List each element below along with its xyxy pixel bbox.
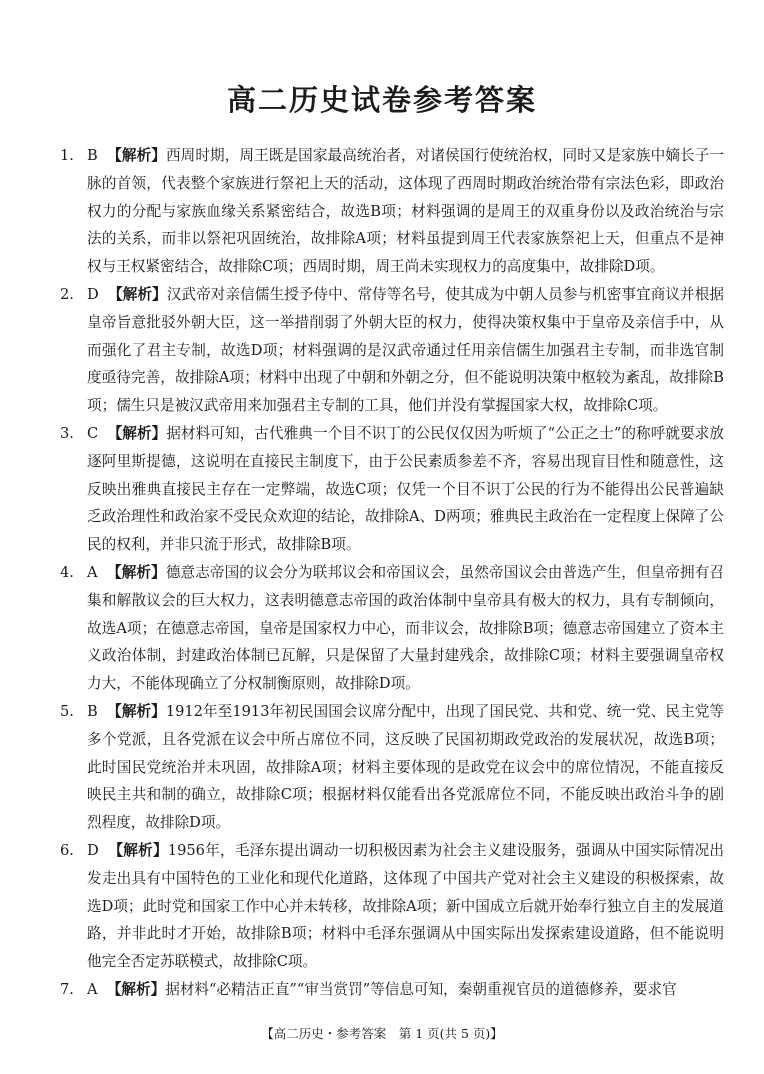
item-number: 3. — [60, 424, 74, 442]
page-footer: 【高二历史・参考答案 第 1 页(共 5 页)】 — [261, 1026, 503, 1041]
analysis-label: 【解析】 — [107, 702, 166, 720]
analysis-text: 汉武帝对亲信儒生授予侍中、常侍等名号，使其成为中朝人员参与机密事宜商议并根据皇帝旨意批驳外朝大臣，这一举措削弱了外朝大臣的权力，使得决策权集中于皇帝及亲信手中，从而强化了君主专制，故选D项；材料强调的是汉武帝通过任用亲信儒生加强君主专制，而非选官制度亟待完善，故排除A项；材料中出现了中朝和外朝之分，但不能说明决策中枢较为紊乱，故排除B项；儒生只是被汉武帝用来加强君主专制的工具，他们并没有掌握国家大权，故排除C项。 — [87, 285, 724, 415]
item-number: 6. — [60, 841, 74, 859]
item-number: 7. — [60, 980, 74, 998]
item-answer: D — [87, 285, 99, 303]
item-number: 2. — [60, 285, 74, 303]
item-answer: D — [87, 841, 99, 859]
analysis-text: 据材料可知，古代雅典一个目不识丁的公民仅仅因为听烦了“公正之士”的称呼就要求放逐阿里斯提德，这说明在直接民主制度下，由于公民素质参差不齐，容易出现盲目性和随意性，这反映出雅典直接民主存在一定弊端，故选C项；仅凭一个目不识丁公民的行为不能得出公民普遍缺乏政治理性和政治家不受民众欢迎的结论，故排除A、D两项；雅典民主政治在一定程度上保障了公民的权利，并非只流于形式，故排除B项。 — [87, 424, 724, 554]
analysis-label: 【解析】 — [106, 980, 166, 998]
answer-item — [60, 281, 724, 420]
item-answer: A — [87, 980, 98, 998]
analysis-label: 【解析】 — [107, 563, 166, 581]
analysis-label: 【解析】 — [107, 424, 167, 442]
answer-item — [60, 976, 724, 1004]
page-title: 高二历史试卷参考答案 — [226, 83, 537, 117]
item-answer: C — [87, 424, 99, 442]
item-answer: B — [87, 702, 98, 720]
answer-item — [60, 698, 724, 837]
item-answer: B — [87, 147, 98, 164]
answer-item — [60, 559, 724, 698]
item-number: 5. — [60, 702, 74, 720]
analysis-text: 德意志帝国的议会分为联邦议会和帝国议会，虽然帝国议会由普选产生，但皇帝拥有召集和解散议会的巨大权力，这表明德意志帝国的政治体制中皇帝具有极大的权力，具有专制倾向，故选A项；在德意志帝国，皇帝是国家权力中心，而非议会，故排除B项；德意志帝国建立了资本主义政治体制，封建政治体制已瓦解，只是保留了大量封建残余，故排除C项；材料主要强调皇帝权力大，不能体现确立了分权制衡原则，故排除D项。 — [87, 563, 724, 693]
analysis-text: 据材料“必精洁正直”“审当赏罚”等信息可知，秦朝重视官员的道德修养，要求官 — [165, 980, 677, 998]
answer-item — [60, 837, 724, 976]
item-number: 1. — [60, 147, 74, 164]
item-answer: A — [87, 563, 98, 581]
analysis-label: 【解析】 — [108, 841, 168, 859]
item-number: 4. — [60, 563, 74, 581]
answer-item — [60, 142, 724, 281]
answer-list — [60, 142, 724, 1004]
analysis-label: 【解析】 — [108, 285, 167, 303]
answer-item — [60, 420, 724, 559]
analysis-label: 【解析】 — [107, 147, 166, 164]
analysis-text: 西周时期，周王既是国家最高统治者，对诸侯国行使统治权，同时又是家族中嫡长子一脉的首领，代表整个家族进行祭祀上天的活动，这体现了西周时期政治统治带有宗法色彩，即政治权力的分配与家族血缘关系紧密结合，故选B项；材料强调的是周王的双重身份以及政治统治与宗法的关系，而非以祭祀巩固统治，故排除A项；材料虽提到周王代表家族祭祀上天，但重点不是神权与王权紧密结合，故排除C项；西周时期，周王尚未实现权力的高度集中，故排除D项。 — [87, 147, 724, 276]
analysis-text: 1912年至1913年初民国国会议席分配中，出现了国民党、共和党、统一党、民主党等多个党派，且各党派在议会中所占席位不同，这反映了民国初期政党政治的发展状况，故选B项；此时国民党统治并未巩固，故排除A项；材料主要体现的是政党在议会中的席位情况，不能直接反映民主共和制的确立，故排除C项；根据材料仅能看出各党派席位不同，不能反映出政治斗争的剧烈程度，故排除D项。 — [87, 702, 724, 832]
analysis-text: 1956年，毛泽东提出调动一切积极因素为社会主义建设服务，强调从中国实际情况出发走出具有中国特色的工业化和现代化道路，这体现了中国共产党对社会主义建设的积极探索，故选D项；此时党和国家工作中心并未转移，故排除A项；新中国成立后就开始奉行独立自主的发展道路，并非此时才开始，故排除B项；材料中毛泽东强调从中国实际出发探索建设道路，但不能说明他完全否定苏联模式，故排除C项。 — [87, 841, 724, 971]
